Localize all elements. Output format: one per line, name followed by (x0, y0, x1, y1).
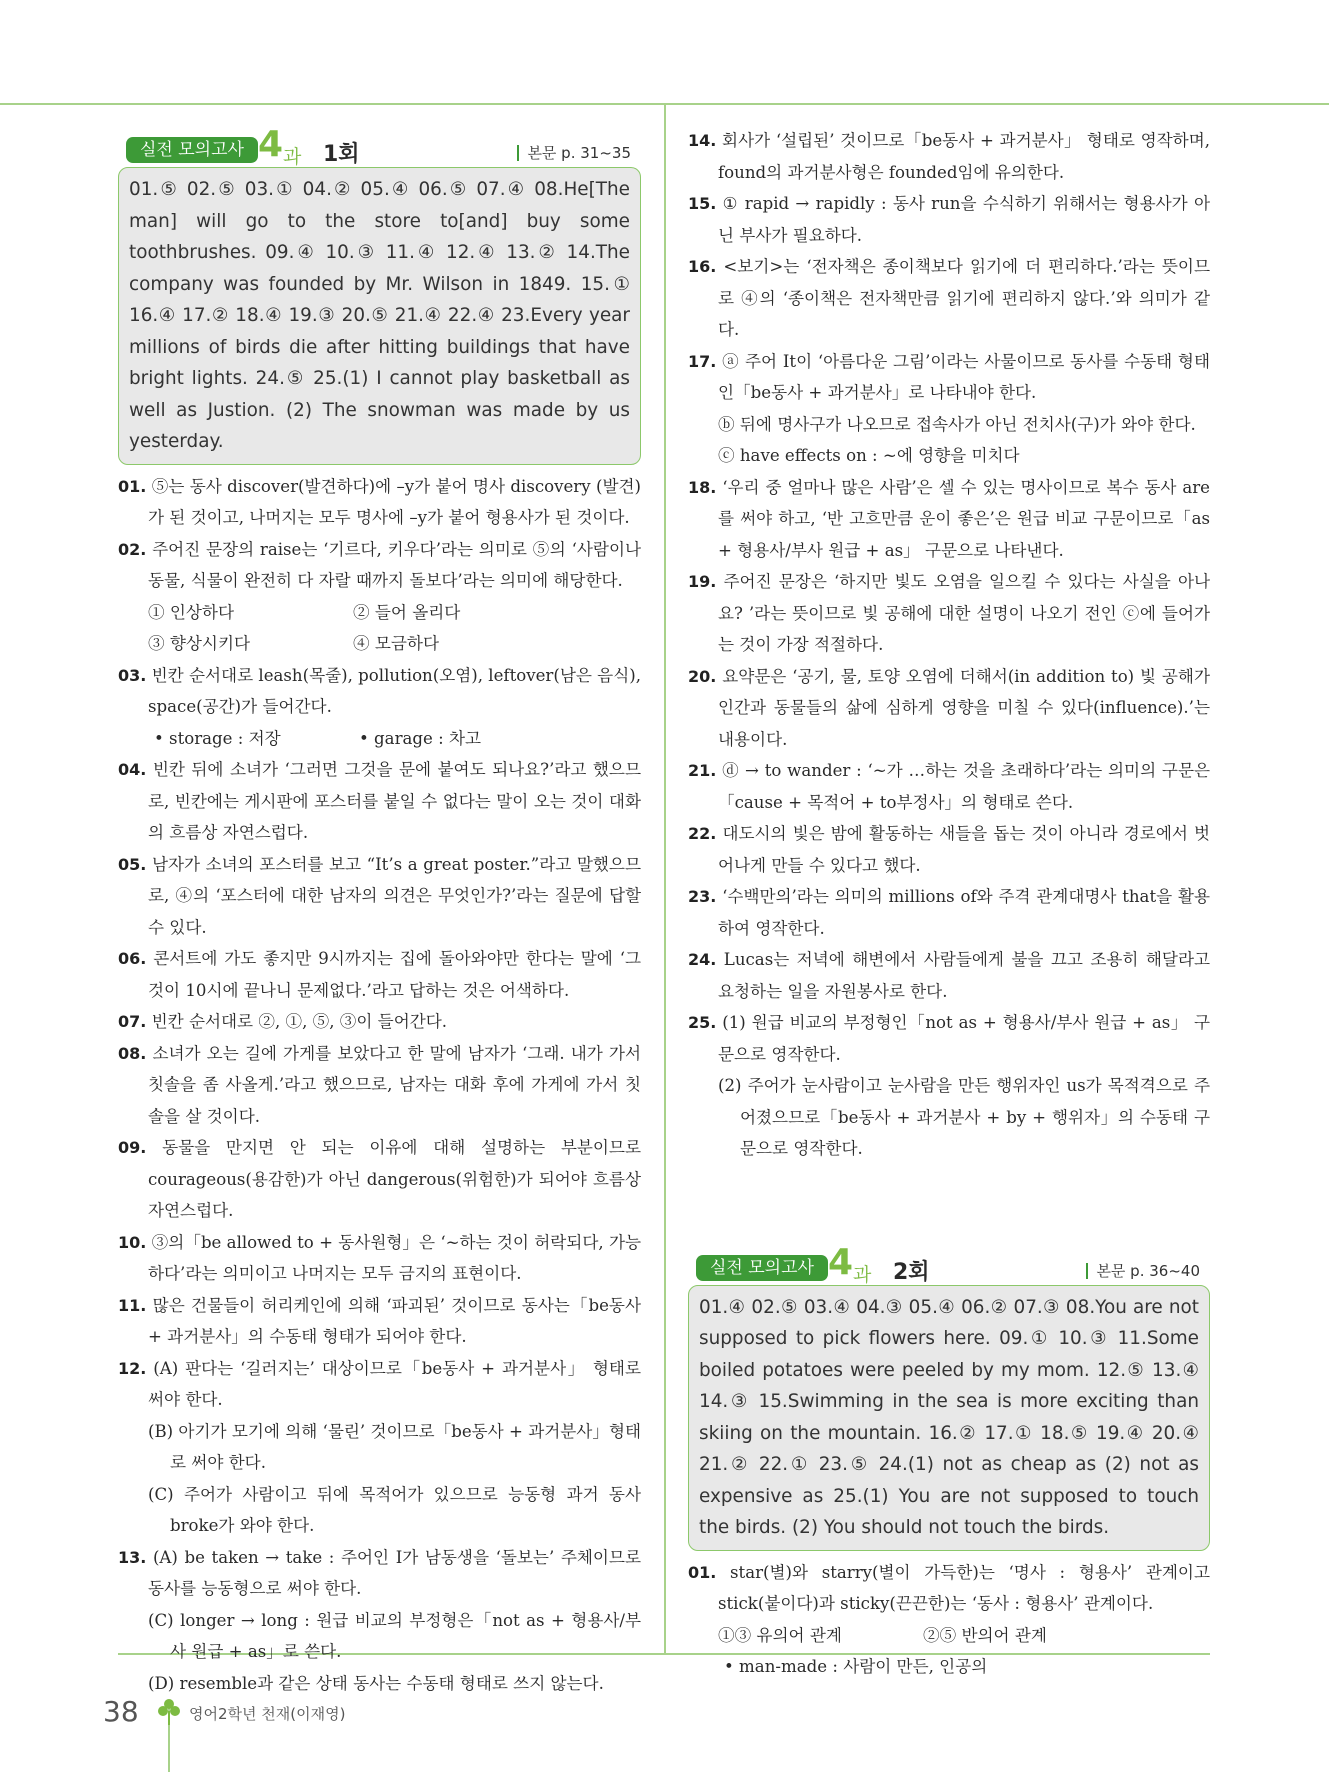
explanation-subitem: (C) longer → long : 원급 비교의 부정형은「not as + 형용사/부사 원급 + as」로 쓴다. (148, 1610, 641, 1661)
section-badge: 실전 모의고사 (696, 1255, 828, 1281)
vocab-note: • man-made : 사람이 만든, 인공의 (724, 1657, 988, 1676)
explanation-item: 05. 남자가 소녀의 포스터를 보고 “It’s a great poster.”라고 말했으므로, ④의 ‘포스터에 대한 남자의 의견은 무엇인가?’라는 질문에 답할 수 있다. (118, 854, 641, 937)
explanation-item: 14. 회사가 ‘설립된’ 것이므로「be동사 + 과거분사」 형태로 영작하며, found의 과거분사형은 founded임에 유의한다. (688, 131, 1210, 182)
clover-leaf-icon (158, 1697, 180, 1727)
page-number: 38 (103, 1695, 139, 1728)
option-row: ① 인상하다 ② 들어 올리다 (148, 602, 461, 622)
round-label: 2회 (893, 1259, 930, 1285)
section-header-1 (118, 125, 641, 167)
unit-number: 4 (828, 1241, 854, 1283)
explanation-list (688, 1557, 1210, 1683)
explanation-item: 06. 콘서트에 가도 좋지만 9시까지는 집에 돌아와야만 한다는 말에 ‘그것이 10시에 끝나니 문제없다.’라고 답하는 것은 어색하다. (118, 949, 642, 1000)
explanation-item: 21. ⓓ → to wander : ‘~가 …하는 것을 초래하다’라는 의미의 구문은「cause + 목적어 + to부정사」의 형태로 쓴다. (688, 761, 1210, 812)
explanation-item: 25. (1) 원급 비교의 부정형인「not as + 형용사/부사 원급 + as」 구문으로 영작한다. (688, 1013, 1210, 1064)
explanation-item: 22. 대도시의 빛은 밤에 활동하는 새들을 돕는 것이 아니라 경로에서 벗어나게 만들 수 있다고 했다. (688, 824, 1210, 875)
explanation-item: 02. 주어진 문장의 raise는 ‘기르다, 키우다’라는 의미로 ⑤의 ‘사람이나 동물, 식물이 완전히 다 자랄 때까지 돌보다’라는 의미에 해당한다. (118, 539, 641, 590)
page-reference: 본문 p. 31~35 (517, 145, 631, 161)
explanation-subitem: (B) 아기가 모기에 의해 ‘물린’ 것이므로「be동사 + 과거분사」형태로 써야 한다. (148, 1421, 641, 1472)
section-header-2 (688, 1243, 1210, 1285)
unit-number: 4 (258, 124, 284, 165)
explanation-subitem: (2) 주어가 눈사람이고 눈사람을 만든 행위자인 us가 목적격으로 주어졌으므로「be동사 + 과거분사 + by + 행위자」의 수동태 구문으로 영작한다. (718, 1076, 1210, 1158)
explanation-item: 03. 빈칸 순서대로 leash(목줄), pollution(오염), leftover(남은 음식), space(공간)가 들어간다. (118, 665, 641, 716)
explanation-item: 01. ⑤는 동사 discover(발견하다)에 –y가 붙어 명사 discovery (발견)가 된 것이고, 나머지는 모두 명사에 –y가 붙어 형용사가 된 것이다. (118, 476, 641, 527)
page-reference: 본문 p. 36~40 (1086, 1263, 1200, 1279)
explanation-item: 10. ③의「be allowed to + 동사원형」은 ‘~하는 것이 허락되다, 가능하다’라는 의미이고 나머지는 모두 금지의 표현이다. (118, 1232, 641, 1283)
explanation-item: 19. 주어진 문장은 ‘하지만 빛도 오염을 일으킬 수 있다는 사실을 아나요? ’라는 뜻이므로 빛 공해에 대한 설명이 나오기 전인 ⓒ에 들어가는 것이 가장 적절하다. (688, 572, 1211, 654)
explanation-list (118, 471, 641, 1700)
option-row: ③ 향상시키다 ④ 모금하다 (148, 634, 439, 653)
explanation-subitem: ⓒ have effects on : ~에 영향을 미치다 (718, 446, 1020, 465)
option-row: ①③ 유의어 관계 ②⑤ 반의어 관계 (718, 1625, 1047, 1645)
explanation-item: 07. 빈칸 순서대로 ②, ①, ⑤, ③이 들어간다. (118, 1012, 448, 1031)
explanation-subitem: (C) 주어가 사람이고 뒤에 목적어가 있으므로 능동형 과거 동사 broke가 와야 한다. (148, 1484, 641, 1535)
explanation-item: 18. ‘우리 중 얼마나 많은 사람’은 셀 수 있는 명사이므로 복수 동사 are를 써야 하고, ‘반 고흐만큼 운이 좋은’은 원급 비교 구문이므로「as + 형용사/부사 원급 + as」 구문으로 나타낸다. (688, 477, 1210, 560)
explanation-subitem: ⓑ 뒤에 명사구가 나오므로 접속사가 아닌 전치사(구)가 와야 한다. (718, 414, 1196, 434)
unit-suffix: 과 (853, 1263, 872, 1286)
explanation-item: 11. 많은 건물들이 허리케인에 의해 ‘파괴된’ 것이므로 동사는「be동사 + 과거분사」의 수동태 형태가 되어야 한다. (118, 1295, 641, 1346)
explanation-item: 13. (A) be taken → take : 주어인 I가 남동생을 ‘돌보는’ 주체이므로 동사를 능동형으로 써야 한다. (118, 1547, 641, 1598)
right-column (688, 125, 1210, 1683)
explanation-list (688, 125, 1210, 1165)
explanation-item: 24. Lucas는 저녁에 해변에서 사람들에게 불을 끄고 조용히 해달라고 요청하는 일을 자원봉사로 한다. (688, 950, 1210, 1001)
explanation-subitem: (D) resemble과 같은 상태 동사는 수동태 형태로 쓰지 않는다. (148, 1673, 604, 1693)
vocab-note: • storage : 저장 • garage : 차고 (154, 728, 482, 748)
explanation-item: 23. ‘수백만의’라는 의미의 millions of와 주격 관계대명사 that을 활용하여 영작한다. (688, 887, 1210, 938)
unit-suffix: 과 (283, 146, 302, 168)
explanation-item: 09. 동물을 만지면 안 되는 이유에 대해 설명하는 부분이므로 courageous(용감한)가 아닌 dangerous(위험한)가 되어야 흐름상 자연스럽다. (118, 1138, 641, 1220)
answer-key-box: 01.④ 02.⑤ 03.④ 04.③ 05.④ 06.② 07.③ 08.You are not supposed to pick flowers here. 09.① 10.③ 11.Some boiled potatoes were peeled by my mom. 12.⑤ 13.④ 14.③ 15.Swimming in the sea is more exciting than skiing on the mountain. 16.② 17.① 18.⑤ 19.④ 20.④ 21.② 22.① 23.⑤ 24.(1) not as cheap as (2) not as expensive as 25.(1) You are not supposed to touch the birds. (2) You should not touch the birds. (688, 1285, 1210, 1551)
left-column (118, 125, 641, 1699)
explanation-item: 20. 요약문은 ‘공기, 물, 토양 오염에 더해서(in addition to) 빛 공해가 인간과 동물들의 삶에 심하게 영향을 미칠 수 있다(influence).’는 내용이다. (688, 666, 1210, 749)
explanation-item: 12. (A) 판다는 ‘길러지는’ 대상이므로「be동사 + 과거분사」 형태로 써야 한다. (118, 1358, 641, 1409)
round-label: 1회 (323, 142, 360, 167)
explanation-item: 16. <보기>는 ‘전자책은 종이책보다 읽기에 더 편리하다.’라는 뜻이므로 ④의 ‘종이책은 전자책만큼 읽기에 편리하지 않다.’와 의미가 같다. (688, 257, 1210, 339)
book-title: 영어2학년 천재(이재영) (189, 1705, 346, 1723)
column-divider (664, 103, 666, 1653)
explanation-item: 04. 빈칸 뒤에 소녀가 ‘그러면 그것을 문에 붙여도 되나요?’라고 했으므로, 빈칸에는 게시판에 포스터를 붙일 수 없다는 말이 오는 것이 대화의 흐름상 자연스럽다. (118, 760, 641, 842)
section-badge: 실전 모의고사 (126, 137, 258, 163)
explanation-item: 01. star(별)와 starry(별이 가득한)는 ‘명사 : 형용사’ 관계이고 stick(붙이다)과 sticky(끈끈한)는 ‘동사 : 형용사’ 관계이다. (688, 1562, 1210, 1613)
explanation-item: 17. ⓐ 주어 It이 ‘아름다운 그림’이라는 사물이므로 동사를 수동태 형태인「be동사 + 과거분사」로 나타내야 한다. (688, 351, 1210, 402)
answer-key-box: 01.⑤ 02.⑤ 03.① 04.② 05.④ 06.⑤ 07.④ 08.He[The man] will go to the store to[and] buy some toothbrushes. 09.④ 10.③ 11.④ 12.④ 13.② 14.The company was founded by Mr. Wilson in 1849. 15.① 16.④ 17.② 18.④ 19.③ 20.⑤ 21.④ 22.④ 23.Every year millions of birds die after hitting buildings that have bright lights. 24.⑤ 25.(1) I cannot play basketball as well as Justion. (2) The snowman was made by us yesterday. (118, 167, 641, 465)
explanation-item: 08. 소녀가 오는 길에 가게를 보았다고 한 말에 남자가 ‘그래. 내가 가서 칫솔을 좀 사올게.’라고 했으므로, 남자는 대화 후에 가게에 가서 칫솔을 살 것이다. (118, 1043, 641, 1126)
explanation-item: 15. ① rapid → rapidly : 동사 run을 수식하기 위해서는 형용사가 아닌 부사가 필요하다. (688, 194, 1210, 245)
